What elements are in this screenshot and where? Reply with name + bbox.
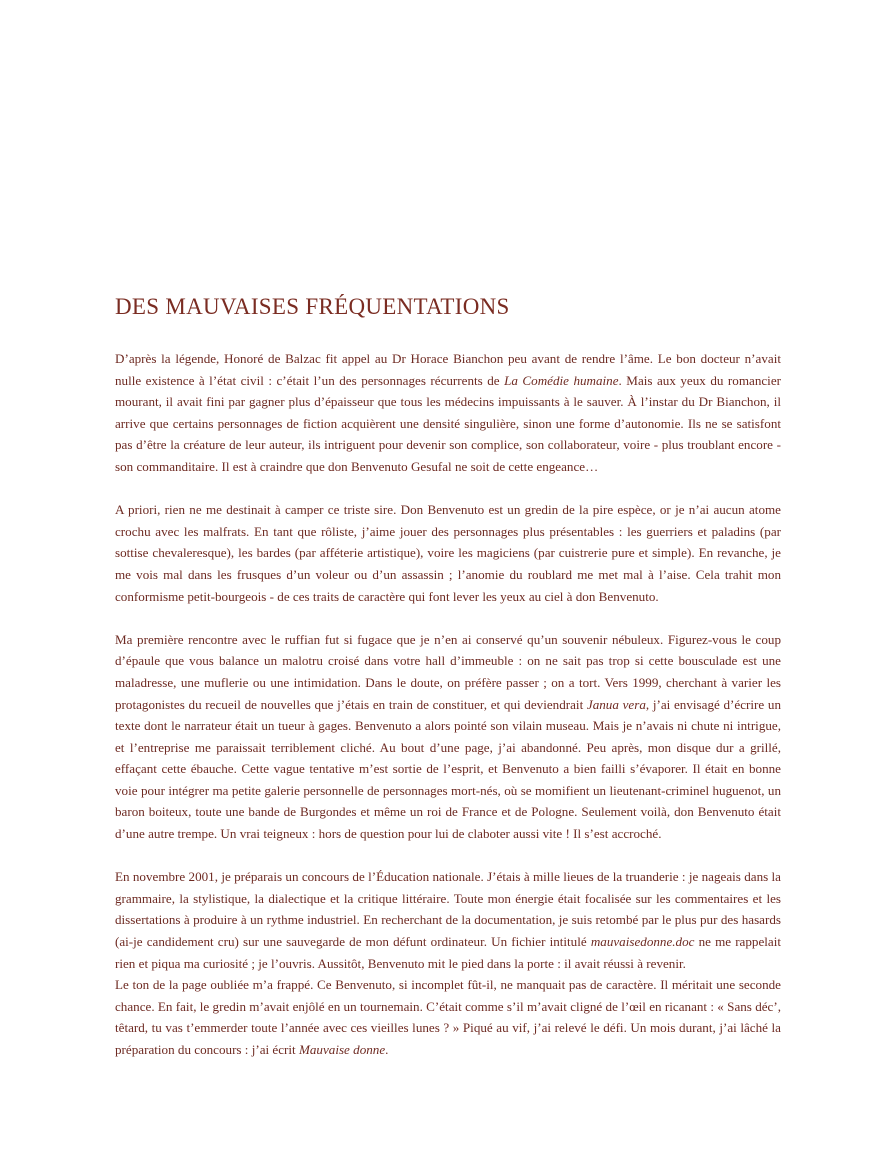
paragraph-1-text-b: . Mais aux yeux du romancier mourant, il avait fini par gagner plus d’épaisseur que tous les médecins impuissants à le sauver. À l’instar du Dr Bianchon, il arrive que certains personnages de fiction acquièrent une densité singulière, sinon une forme d’autonomie. Ils ne se satisfont pas d’être la créature de leur auteur, ils intriguent pour devenir son complice, son collaborateur, voire - plus troublant encore - son commanditaire. Il est à craindre que don Benvenuto Gesufal ne soit de cette engeance… — [115, 372, 781, 474]
chapter-title: DES MAUVAISES FRÉQUENTATIONS — [115, 294, 510, 319]
paragraph-1-text-a: D’après la légende, Honoré de Balzac fit appel au Dr Horace Bianchon peu avant de rendre l’âme. Le bon docteur n’avait nulle existence à l’état civil : c’était l’un des personnages récurrents de — [115, 351, 781, 388]
paragraph-3 — [115, 629, 781, 845]
book-title-janua-vera: Janua vera — [586, 696, 646, 712]
paragraph-4 — [115, 866, 781, 974]
paragraph-4-text-b: ne me rappelait rien et piqua ma curiosité ; je l’ouvris. Aussitôt, Benvenuto mit le pied dans la porte : il avait réussi à revenir. — [115, 934, 782, 971]
document-page — [115, 292, 781, 1082]
paragraph-4-text-a: En novembre 2001, je préparais un concours de l’Éducation nationale. J’étais à mille lieues de la truanderie : je nageais dans la grammaire, la stylistique, la dialectique et la critique littéraire. Toute mon énergie était focalisée sur les commentaires et les dissertations à produire à un rythme industriel. En recherchant de la documentation, je suis retombé par le plus pur des hasards (ai-je candidement cru) sur une sauvegarde de mon défunt ordinateur. Un fichier intitulé — [115, 869, 781, 950]
paragraph-2 — [115, 499, 781, 607]
book-title-comedie-humaine: La Comédie humaine — [504, 372, 619, 388]
paragraph-5-text-a: Le ton de la page oubliée m’a frappé. Ce Benvenuto, si incomplet fût-il, ne manquait pas de caractère. Il méritait une seconde chance. En fait, le gredin m’avait enjôlé en un tournemain. C’était comme s’il m’avait cligné de l’œil en ricanant : « Sans déc’, têtard, tu vas t’emmerder toute l’année avec ces vieilles lunes ? » Piqué au vif, j’ai relevé le défi. Un mois durant, j’ai lâché la préparation du concours : j’ai écrit — [115, 977, 781, 1057]
paragraph-2-text: A priori, rien ne me destinait à camper ce triste sire. Don Benvenuto est un gredin de la pire espèce, or je n’ai aucun atome crochu avec les malfrats. En tant que rôliste, j’aime jouer des personnages plus présentables : les guerriers et paladins (par sottise chevaleresque), les bardes (par afféterie artistique), voire les magiciens (par cuistrerie pure et simple). En revanche, je me vois mal dans les frusques d’un voleur ou d’un assassin ; l’anomie du roublard me met mal à l’aise. Cela trahit mon conformisme petit-bourgeois - de ces traits de caractère qui font lever les yeux au ciel à don Benvenuto. — [115, 502, 781, 604]
paragraph-5 — [115, 974, 781, 1060]
paragraph-3-text-a: Ma première rencontre avec le ruffian fut si fugace que je n’en ai conservé qu’un souvenir nébuleux. Figurez-vous le coup d’épaule que vous balance un malotru croisé dans votre hall d’immeuble : on ne sait pas trop si cette bousculade est une maladresse, une muflerie ou une intimidation. Dans le doute, on préfère passer ; on a tort. Vers 1999, cherchant à varier les protagonistes du recueil de nouvelles que j’étais en train de constituer, et qui deviendrait — [115, 631, 781, 712]
book-title-mauvaise-donne: Mauvaise donne — [298, 1042, 386, 1057]
paragraph-5-text-b: . — [385, 1042, 389, 1057]
file-name: mauvaisedonne.doc — [590, 934, 695, 950]
paragraph-1 — [115, 348, 781, 478]
paragraph-3-text-b: , j’ai envisagé d’écrire un texte dont le narrateur était un tueur à gages. Benvenuto a alors pointé son vilain museau. Mais je n’avais ni chute ni intrigue, et l’entreprise me paraissait terriblement cliché. Au bout d’une page, j’ai abandonné. Peu après, mon disque dur a grillé, effaçant cette ébauche. Cette vague tentative m’est sortie de l’esprit, et Benvenuto a bien failli s’évaporer. Il était en bonne voie pour intégrer ma petite galerie personnelle de personnages mort-nés, où se momifient un lieutenant-criminel huguenot, un baron boiteux, toute une bande de Burgondes et même un roi de France et de Pologne. Seulement voilà, don Benvenuto était d’une autre trempe. Un vrai teigneux : hors de question pour lui de claboter aussi vite ! Il s’est accroché. — [115, 696, 781, 842]
